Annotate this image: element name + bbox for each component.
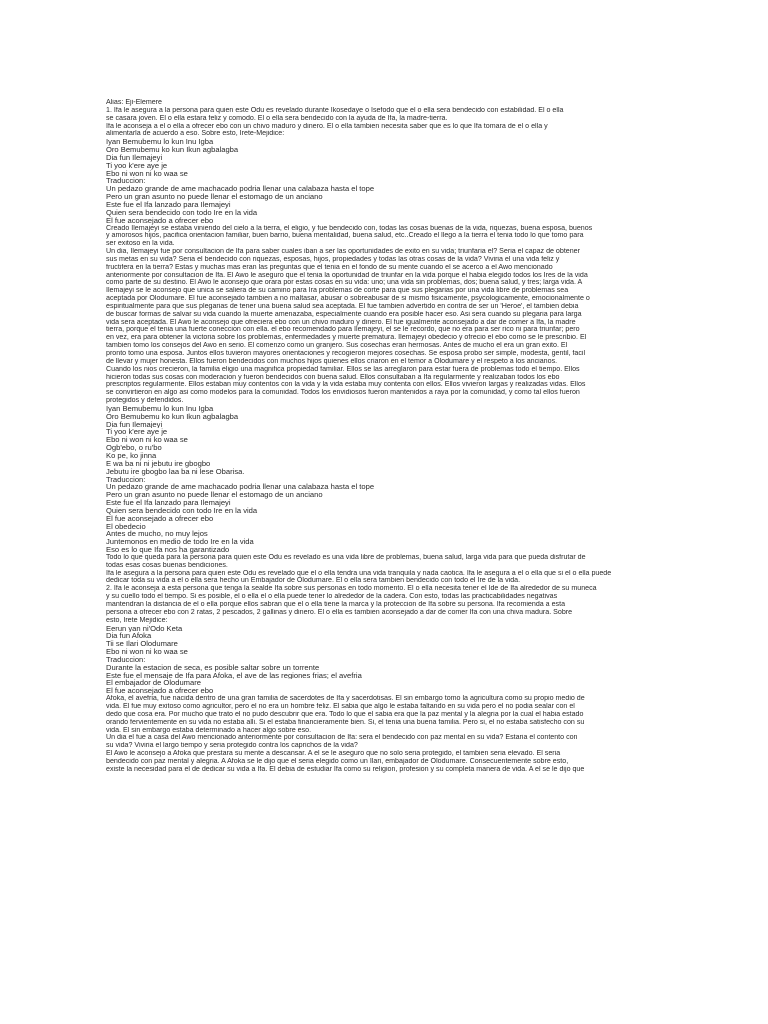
text-line: sus metas en su vida? Seria el bendecido con riquezas, esposas, hijos, propiedades y todas las otras cosas de la vida? Viviria el una vida feliz y <box>106 255 560 263</box>
text-line: tierra, porque el tenia una fuerte coneccion con ella. el ebo recomendado para Ilemajeyi, el se le recordo, que no era para ser rico ni para triunfar; pero <box>106 326 580 334</box>
text-line: 2. Ifa le aconseja a esta persona que tenga la sealde Ifa sobre sus personas en todo momento. El o ella necesita tener el Ide de Ifa alrededor de su muneca <box>106 585 597 593</box>
text-line: tambien tomo los consejos del Awo en serio. El comenzo como un granjero. Sus cosechas eran hermosas. Antes de mucho el era un gran exito. El <box>106 342 568 350</box>
text-line: en vez, era para obtener la victoria sobre los problemas, enfermedades y muerte prematura. Ilemajeyi obedecio y ofrecio el ebo como se le prescribio. El <box>106 334 587 342</box>
text-line: persona a ofrecer ebo con 2 ratas, 2 pescados, 2 gallinas y dinero. El o ella es tambien aconsejado a dar de comer Ifa con una chiva madura. Sobre <box>106 608 573 616</box>
text-line: Quien sera bendecido con todo Ire en la vida <box>106 506 258 515</box>
text-line: 1. Ifa le asegura a la persona para quien este Odu es revelado durante Ikosedaye o Isefodo que el o ella sera bendecido con estabilidad. El o ella <box>106 106 564 114</box>
text-line: Dia fun Ilemajeyi <box>106 153 163 162</box>
text-line: Este fue el mensaje de Ifa para Afoka, el ave de las regiones frias; el avefria <box>106 671 362 680</box>
text-line: anteriormente por consultacion de Ifa. El Awo le aseguro que el tenia la oportunidad de triunfar en la vida porque el habia elegido todos los Ires de la vida <box>106 271 588 279</box>
text-line: vida. El sin embargo estaba determinado a hacer algo sobre eso. <box>106 726 312 734</box>
text-line: Todo lo que queda para la persona para quien este Odu es revelado es una vida libre de problemas, buena salud, larga vida para que pueda disfrutar de <box>106 553 586 561</box>
text-line: Ifa le asegura a la persona para quien este Odu es revelado que el o ella tendra una vida tranquila y nada caotica. Ifa le asegura a el o ella que si el o ella puede <box>106 569 612 577</box>
text-line: Antes de mucho, no muy lejos <box>106 530 208 539</box>
text-line: Un pedazo grande de ame machacado podria llenar una calabaza hasta el tope <box>106 185 375 194</box>
text-line: y su cuello todo el tiempo. Si es posible, el o ella el o ella puede tener lo alrededor de la cadera. Con esto, todas las practicabilidades negativas <box>106 593 558 601</box>
text-line: aceptada por Olodumare. El fue aconsejado tambien a no maltasar, abusar o sobreabusar de si mismo fisicamente, psycologicamente, emocionalmente o <box>106 295 590 303</box>
text-line: Traduccion: <box>106 475 146 484</box>
text-line: Dia fun Afoka <box>106 632 152 641</box>
text-line: Quien sera bendecido con todo Ire en la vida <box>106 208 258 217</box>
text-line: Iyan Bemubemu lo kun Inu Igba <box>106 138 214 147</box>
text-line: pronto tomo una esposa. Juntos ellos tuvieron mayores orientaciones y recogieron mejores cosechas. Se esposa probo ser simple, modesta, gentil, facil <box>106 350 586 357</box>
text-line: Ti yoo k'ere aye je <box>106 428 168 437</box>
text-line: Dia fun Ilemajeyi <box>106 420 163 429</box>
text-line: ser exitoso en la vida. <box>106 240 175 248</box>
text-line: El fue aconsejado a ofrecer ebo <box>106 687 214 696</box>
text-line: Ifa le aconseja a el o ella a ofrecer ebo con un chivo maduro y dinero. El o ella tambien necesita saber que es lo que Ifa tomara de el o ella y <box>106 122 548 130</box>
text-line: Pero un gran asunto no puede llenar el estomago de un anciano <box>106 193 323 201</box>
text-line: hicieron todas sus cosas con moderacion y fueron bendecidos con buena salud. Ellos consultaban a Ifa regularmente y realizaban todos los ebo <box>106 373 560 381</box>
text-line: se casara joven. El o ella estara feliz y comodo. El o ella sera bendecido con la ayuda de Ifa, la madre-tierra. <box>106 114 448 122</box>
text-line: Ogb'ebo, o ru'bo <box>106 444 162 452</box>
text-line: de buscar formas de salvar su vida cuando la muerte amenazaba, especialmente cuando era posible hacer eso. Asi sera cuando su plegaria para larga <box>106 310 582 318</box>
text-line: Pero un gran asunto no puede llenar el estomago de un anciano <box>106 491 323 500</box>
text-line: Juntemonos en medio de todo Ire en la vida <box>106 538 254 547</box>
text-line: todas esas cosas buenas bendiciones. <box>106 561 228 569</box>
text-line: E wa ba ni ni jebutu ire gbogbo <box>106 459 211 468</box>
text-line: orando fervientemente en su vida no estaba alli. Si el estaba financieramente bien. Si, el tenia una buena familia. Pero si, el no estaba satisfecho con su <box>106 718 585 726</box>
text-line: Iyan Bemubemu lo kun Inu Igba <box>106 404 214 413</box>
text-line: Un pedazo grande de ame machacado podria llenar una calabaza hasta el tope <box>106 483 375 492</box>
text-line: Ebo ni won ni ko waa se <box>106 648 188 656</box>
text-line: El Awo le aconsejo a Afoka que prestara su mente a descansar. A el se le aseguro que no solo seria protegido, el tambien seria elevado. El seria <box>106 750 561 758</box>
text-line: Un dia el fue a casa del Awo mencionado anteriormente por consultacion de Ifa: sera el bendecido con paz mental en su vida? Estaria el contento con <box>106 734 578 742</box>
text-line: y amorosos hijos, pacifica orientacion familiar, buen barrio, buena mentalidad, buena salud, etc..Creado el llego a la tierra el tenia todo lo que tomo para <box>106 232 584 240</box>
text-line: se convirtieron en algo asi como modelos para la comunidad. Todos los envidiosos fueron mantenidos a raya por la comunidad, y como tal ellos fueron <box>106 389 580 397</box>
text-line: El embajador de Olodumare <box>106 679 201 688</box>
text-line: de llevar y mujer honesta. Ellos fueron bendecidos con muchos hijos quienes ellos criaron en el temor a Olodumare y el respeto a los ancianos. <box>106 357 558 365</box>
text-line: Eerun yan ni'Odo Keta <box>106 624 183 633</box>
text-line: El fue aconsejado a ofrecer ebo <box>106 216 214 225</box>
text-line: Traduccion: <box>106 177 146 186</box>
text-line: Tii se Ilari Olodumare <box>106 640 178 649</box>
text-line: dedicar toda su vida a el o ella sera hecho un Embajador de Olodumare. El o ella sera tambien bendecido con todo el Ire de la vida. <box>106 577 521 585</box>
text-line: existe la necesidad para el de dedicar su vida a Ifa. El debia de estudiar Ifa como su religion, profesion y su completa manera de vida. A el se le dijo que <box>106 765 585 773</box>
text-line: vida sera aceptada. El Awo le aconsejo que ofreciera ebo con un chivo maduro y dinero. El fue igualmente aconsejado a dar de comer a Ifa, la madre <box>106 318 576 326</box>
document-page <box>106 99 658 774</box>
text-line: Ko pe, ko jinna <box>106 451 157 460</box>
text-line: mantendran la distancia de el o ella porque ellos sabran que el o ella tiene la marca y la proteccion de Ifa sobre su persona. Ifa recomienda a esta <box>106 601 566 608</box>
text-line: Durante la estacion de seca, es posible saltar sobre un torrente <box>106 663 320 672</box>
text-line: Este fue el Ifa lanzado para Ilemajeyi <box>106 499 231 507</box>
text-line: vida. El fue muy exitoso como agricultor, pero el no era un hombre feliz. El sabia que algo le estaba faltando en su vida pero el no podia sealar con el <box>106 702 575 710</box>
text-line: bendecido con paz mental y alegria. A Afoka se le dijo que el seria elegido como un Ilari, embajador de Olodumare. Consecuentemente sobre esto, <box>106 757 569 765</box>
text-line: Jebutu ire gbogbo laa ba ni lese Obarisa. <box>106 467 245 476</box>
text-line: dedo que cosa era. Por mucho que trato el no pudo descubrir que era. Todo lo que el sabia era que la paz mental y la alegria por la cual el habia estado <box>106 710 584 718</box>
text-line: fructifera en la tierra? Estas y muchas mas eran las preguntas que el tenia en el fondo de su mente cuando el se acerco a el Awo mencionado <box>106 263 553 271</box>
text-line: espiritualmente para que sus plegarias de tener una buena salud sea aceptada. El fue tambien advertido en contra de ser un 'Heroe', el tambien debia <box>106 302 579 310</box>
text-line: Ebo ni won ni ko waa se <box>106 169 188 178</box>
text-line: Oro Bemubemu ko kun Ikun agbalagba <box>106 412 239 421</box>
text-line: Traduccion: <box>106 655 146 664</box>
text-line: Un dia, Ilemajeyi fue por consultacion de Ifa para saber cuales iban a ser las oportunidades de exito en su vida; triunfaria el? Seria el capaz de obtener <box>106 248 580 256</box>
text-line: Este fue el Ifa lanzado para Ilemajeyi <box>106 200 231 209</box>
text-line: su vida? Viviria el largo tiempo y seria protegido contra los caprichos de la vida? <box>106 742 358 750</box>
text-line: Oro Bemubemu ko kun Ikun agbalagba <box>106 146 239 154</box>
text-line: El fue aconsejado a ofrecer ebo <box>106 514 214 523</box>
text-line: como parte de su destino. El Awo le aconsejo que orara por estas cosas en su vida: uno; una vida sin problemas, dos; buena salud, y tres; larga vida. A <box>106 279 583 287</box>
text-line: Cuando los nios crecieron, la familia eligio una magnifica propiedad familiar. Ellos se las arreglaron para estar fuera de problemas todo el tiempo. Ellos <box>106 365 580 373</box>
text-line: alimentarla de acuerdo a eso. Sobre esto, Irete-Mejidice: <box>106 130 285 138</box>
text-line: Eso es lo que Ifa nos ha garantizado <box>106 546 230 554</box>
text-line: Alias: Eji-Elemere <box>106 99 162 106</box>
text-line: esto, Irete Mejidice: <box>106 616 168 624</box>
text-line: Ebo ni won ni ko waa se <box>106 436 188 445</box>
text-line: protegidos y defendidos. <box>106 397 184 405</box>
text-line: prescriptos regularmente. Ellos estaban muy contentos con la vida y la vida estaba muy contenta con ellos. Ellos vivieron largas y realizadas vidas. Ellos <box>106 381 586 389</box>
text-line: Creado Ilemajeyi se estaba viniendo del cielo a la tierra, el eligio, y fue bendecido con, todas las cosas buenas de la vida, riquezas, buena esposa, buenos <box>106 224 593 232</box>
text-line: Ti yoo k'ere aye je <box>106 161 168 170</box>
text-line: Afoka, el avefria, fue nacida dentro de una gran familia de sacerdotes de Ifa y sacerdotisas. El sin embargo tomo la agricultura como su propio medio de <box>106 695 585 703</box>
text-line: Ilemajeyi se le aconsejo que unica se saliera de su camino para Ira problemas de corte para que sus plegarias por una vida libre de problemas sea <box>106 287 569 295</box>
text-line: El obedecio <box>106 522 146 531</box>
